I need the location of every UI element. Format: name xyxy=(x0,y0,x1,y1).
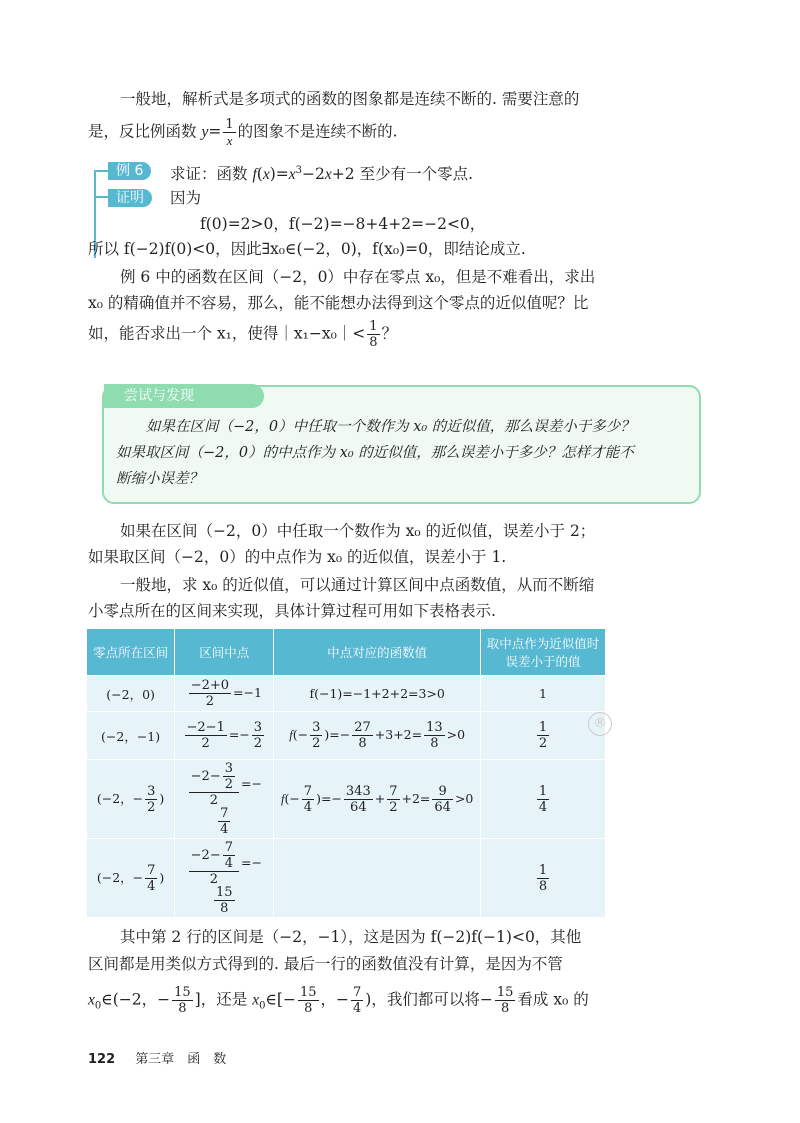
paragraph-4-line2: 小零点所在的区间来实现，具体计算过程可用如下表格表示. xyxy=(88,602,496,620)
example-tag: 例 6 xyxy=(108,162,151,180)
cell-function-value: f(−1)=−1+2+2=3>0 xyxy=(274,676,481,712)
table-row xyxy=(87,676,606,712)
proof-tag: 证明 xyxy=(108,189,152,207)
paragraph-5-line3: $x_0\in(-2$，− $\frac{15}{8}$ ]，还是 $x_0\in[-$ $\frac{15}{8}$ ，− $\frac{7}{4}$ )，我们都可以将− $\frac{15}{8}$ 看成 x₀ 的 xyxy=(88,985,589,1016)
cell-error: 1 xyxy=(480,676,605,712)
chapter-title: 第三章 函 数 xyxy=(135,1052,227,1067)
proof-guide-tick xyxy=(94,196,108,198)
table-row xyxy=(87,839,606,918)
cell-midpoint: −2− $\frac{3}{2}$ 2 =− $\frac{7}{4}$ xyxy=(175,760,274,839)
page-footer xyxy=(88,1048,226,1067)
paragraph-intro-line2: 是，反比例函数 y= $\frac{1}{x}$ 的图象不是连续不断的. xyxy=(88,117,398,148)
header-interval: 零点所在区间 xyxy=(87,629,175,676)
cell-interval: (−2，−1) xyxy=(87,712,175,760)
cell-error: $\frac{1}{2}$ xyxy=(480,712,605,760)
header-function-value: 中点对应的函数值 xyxy=(274,629,481,676)
table-row xyxy=(87,712,606,760)
cell-midpoint: $\frac{-2-1}{2}$ =− $\frac{3}{2}$ xyxy=(175,712,274,760)
paragraph-2-line3: 如，能否求出一个 x₁，使得｜x₁−x₀｜< $\frac{1}{8}$ ？ xyxy=(88,319,398,350)
header-error-bound: 取中点作为近似值时误差小于的值 xyxy=(480,629,605,676)
paragraph-intro-line1: 一般地，解析式是多项式的函数的图象都是连续不断的. 需要注意的 xyxy=(120,90,580,108)
cell-function-value xyxy=(274,839,481,918)
example-guide-tick xyxy=(94,170,108,172)
paragraph-3-line1: 如果在区间（−2，0）中任取一个数作为 x₀ 的近似值，误差小于 2； xyxy=(120,522,596,540)
table-row xyxy=(87,760,606,839)
proof-line-1: f(0)=2>0，f(−2)=−8+4+2=−2<0， xyxy=(200,215,486,233)
proof-intro: 因为 xyxy=(170,189,202,207)
cell-midpoint: −2− $\frac{7}{4}$ 2 =− $\frac{15}{8}$ xyxy=(175,839,274,918)
cell-interval: (−2，− $\frac{7}{4}$ ) xyxy=(87,839,175,918)
paragraph-4-line1: 一般地，求 x₀ 的近似值，可以通过计算区间中点函数值，从而不断缩 xyxy=(120,576,595,594)
cell-midpoint: $\frac{-2+0}{2}$ =−1 xyxy=(175,676,274,712)
cell-function-value: f(− $\frac{3}{2}$ )=− $\frac{27}{8}$ +3+2= $\frac{13}{8}$ >0 xyxy=(274,712,481,760)
paragraph-2-line1: 例 6 中的函数在区间（−2，0）中存在零点 x₀，但是不难看出，求出 xyxy=(120,268,596,286)
paragraph-3-line2: 如果取区间（−2，0）的中点作为 x₀ 的近似值，误差小于 1. xyxy=(88,548,507,566)
table-header-row xyxy=(87,629,606,676)
try-and-discover-text: 如果在区间（−2，0）中任取一个数作为 x₀ 的近似值，那么误差小于多少？ 如果取区间（−2，0）的中点作为 x₀ 的近似值，那么误差小于多少？怎样才能不 断缩小误差？ xyxy=(116,419,635,487)
cell-interval: (−2，0) xyxy=(87,676,175,712)
registered-mark-icon: ® xyxy=(588,712,612,736)
cell-error: $\frac{1}{8}$ xyxy=(480,839,605,918)
cell-interval: (−2，− $\frac{3}{2}$ ) xyxy=(87,760,175,839)
page-number: 122 xyxy=(88,1052,116,1067)
paragraph-2-line2: x₀ 的精确值并不容易，那么，能不能想办法得到这个零点的近似值呢？比 xyxy=(88,294,589,312)
cell-function-value: f(− $\frac{7}{4}$ )=− $\frac{343}{64}$ + $\frac{7}{2}$ +2= $\frac{9}{64}$ >0 xyxy=(274,760,481,839)
proof-line-2: 所以 f(−2)f(0)<0，因此∃x₀∈(−2，0)，f(x₀)=0，即结论成立. xyxy=(88,240,526,258)
example-statement: 求证：函数 $f(x)=x^3-2x+2$ 至少有一个零点. xyxy=(170,165,473,184)
header-midpoint: 区间中点 xyxy=(175,629,274,676)
paragraph-5-line1: 其中第 2 行的区间是（−2，−1），这是因为 f(−2)f(−1)<0，其他 xyxy=(120,928,582,946)
paragraph-5-line2: 区间都是用类似方式得到的. 最后一行的函数值没有计算，是因为不管 xyxy=(88,955,563,973)
try-and-discover-title: 尝试与发现 xyxy=(104,384,264,408)
cell-error: $\frac{1}{4}$ xyxy=(480,760,605,839)
bisection-table xyxy=(86,628,606,918)
